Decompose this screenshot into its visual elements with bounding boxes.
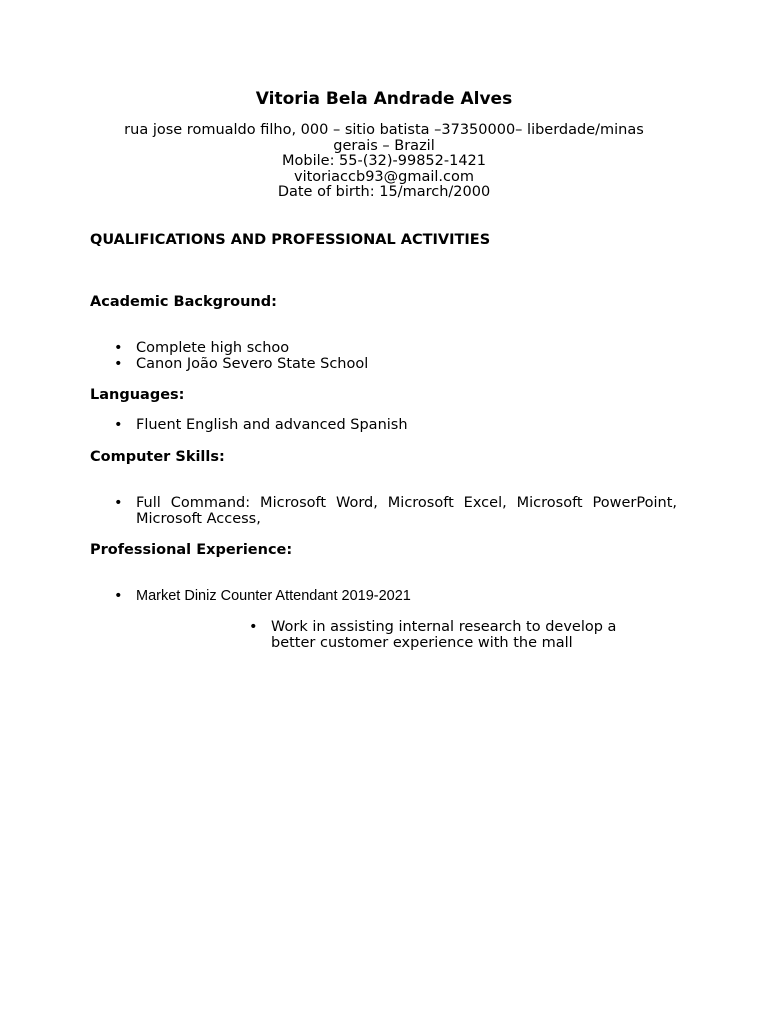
address-line-2: gerais – Brazil — [333, 137, 435, 154]
list-item: • Work in assisting internal research to develop a better customer experience with the mall — [249, 619, 617, 651]
list-item: • Fluent English and advanced Spanish — [114, 417, 408, 433]
experience-list — [114, 588, 411, 605]
bullet-icon: • — [249, 619, 258, 635]
languages-list — [114, 417, 408, 434]
bullet-icon: • — [114, 355, 123, 372]
bullet-icon: • — [114, 340, 123, 356]
address-line-1: rua jose romualdo filho, 000 – sitio batista –37350000– liberdade/minas — [124, 122, 644, 138]
bullet-icon: • — [114, 495, 123, 511]
qualifications-heading: QUALIFICATIONS AND PROFESSIONAL ACTIVITIES — [90, 232, 491, 248]
languages-heading: Languages: — [90, 387, 185, 403]
list-item: • Complete high schoo — [114, 340, 290, 356]
date-of-birth: Date of birth: 15/march/2000 — [277, 184, 491, 201]
list-item: • Canon João Severo State School — [114, 355, 369, 372]
academic-list — [114, 340, 369, 372]
mobile-number: Mobile: 55-(32)-99852-1421 — [282, 153, 486, 170]
list-item: • Market Diniz Counter Attendant 2019-2021 — [114, 588, 411, 604]
list-item: • Full Command: Microsoft Word, Microsoft Excel, Microsoft PowerPoint, Microsoft Access, — [114, 495, 677, 527]
contact-block — [100, 123, 668, 201]
computer-skills-list — [114, 495, 677, 527]
bullet-icon: • — [114, 417, 123, 433]
experience-sub-list — [249, 619, 651, 651]
professional-experience-heading: Professional Experience: — [90, 542, 293, 558]
computer-skills-heading: Computer Skills: — [90, 449, 225, 465]
email-address: vitoriaccb93@gmail.com — [294, 168, 474, 185]
academic-background-heading: Academic Background: — [90, 294, 277, 310]
bullet-icon: • — [114, 588, 123, 604]
candidate-name: Vitoria Bela Andrade Alves — [255, 89, 513, 109]
